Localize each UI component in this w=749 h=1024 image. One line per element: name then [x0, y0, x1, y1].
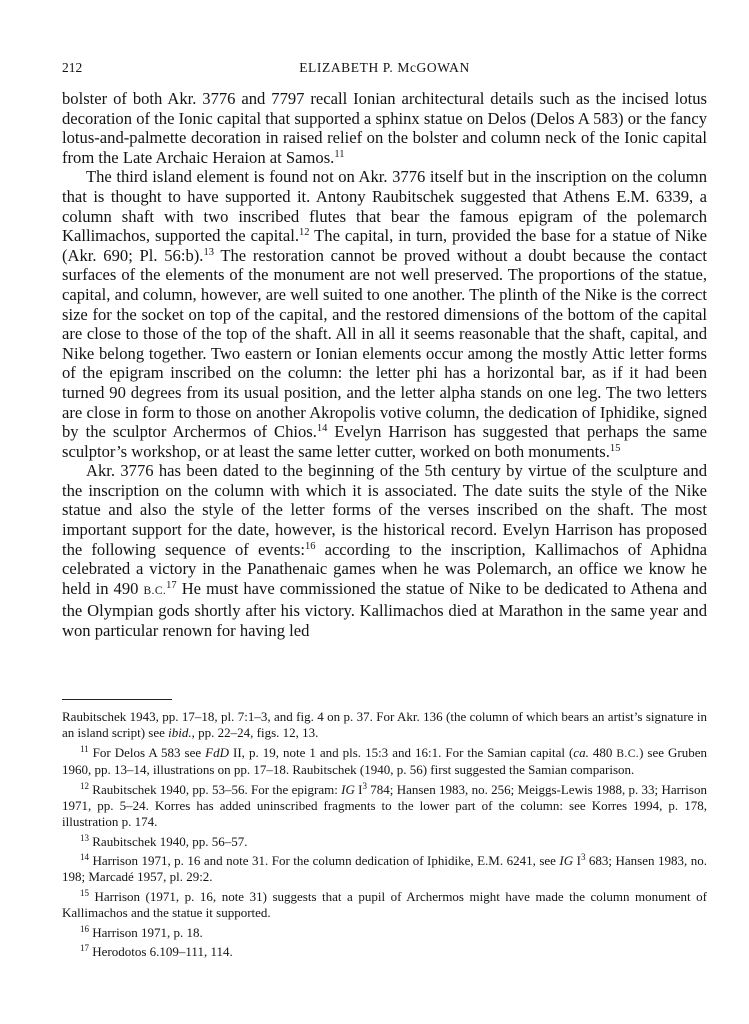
paragraph: The third island element is found not on Akr. 3776 itself but in the inscription on the column that is thought to have supported it. Antony Raubitschek suggested that Athens E.M. 6339, a column shaft with two inscribed flutes that bear the famous epigram of the polemarch Kallimachos, supported the capital.$^{12}$ The capital, in turn, provided the base for a statue of Nike (Akr. 690; Pl. 56:b).$^{13}$ The restoration cannot be proved without a doubt because the contact surfaces of the elements of the monument are not well preserved. The proportions of the statue, capital, and column, however, are well suited to one another. The plinth of the Nike is the correct size for the socket on top of the capital, and the restored dimensions of the bottom of the capital are close to those of the top of the shaft. All in all it seems reasonable that the shaft, capital, and Nike belong together. Two eastern or Ionian elements occur among the mostly Attic letter forms of the epigram inscribed on the column: the letter phi has a horizontal bar, as if it had been turned 90 degrees from its usual position, and the letter alpha stands on one leg. The two letters are close in form to those on another Akropolis votive column, the dedication of Iphidike, signed by the sculptor Archermos of Chios.$^{14}$ Evelyn Harrison has suggested that perhaps the same sculptor’s workshop, or at least the same letter cutter, worked on both monuments.$^{15}$	[62, 167, 707, 461]
footnote: $^{14}$ Harrison 1971, p. 16 and note 31. For the column dedication of Iphidike, E.M. 6241, see IG $I^3$ 683; Hansen 1983, no. 198; Marcadé 1957, pl. 29:2.	[62, 852, 707, 885]
body-text	[62, 89, 707, 641]
footnote-divider	[62, 699, 172, 700]
footnote-ref: 12	[299, 227, 310, 239]
footnote-ref: 16	[304, 540, 316, 552]
page-number: 212	[62, 60, 83, 75]
footnote: $^{15}$ Harrison (1971, p. 16, note 31) suggests that a pupil of Archermos might have made the column monument of Kallimachos and the statue it supported.	[62, 887, 707, 921]
footnote-ref: 15	[609, 442, 621, 454]
running-head: ELIZABETH P. McGOWAN	[299, 60, 470, 75]
footnote: $^{17}$ Herodotos 6.109–111, 114.	[80, 943, 233, 960]
page-header	[62, 60, 707, 80]
footnote-ref: 14	[316, 423, 328, 435]
footnote-ref: 11	[334, 148, 345, 160]
paragraph: bolster of both Akr. 3776 and 7797 recall Ionian architectural details such as the incised lotus decoration of the Ionic capital that supported a sphinx statue on Delos (Delos A 583) or the fancy lotus-and-palmette decoration in raised relief on the bolster and column neck of the Ionic capital from the Late Archaic Heraion at Samos.$^{11}$	[62, 89, 707, 167]
footnotes	[62, 709, 707, 964]
footnote: $^{16}$ Harrison 1971, p. 18.	[80, 923, 203, 940]
paragraph: Akr. 3776 has been dated to the beginning of the 5th century by virtue of the sculpture and the inscription on the column with which it is associated. The date suits the style of the Nike statue and also the style of the letter forms of the verses inscribed on the shaft. The most important support for the date, however, is the historical record. Evelyn Harrison has proposed the following sequence of events:$^{16}$ according to the inscription, Kallimachos of Aphidna celebrated a victory in the Panathenaic games when he was Polemarch, an office we know he held in 490 B.C.$^{17}$ He must have commissioned the statue of Nike to be dedicated to Athena and the Olympian gods shortly after his victory. Kallimachos died at Marathon in the same year and won particular renown for having led	[62, 461, 707, 641]
footnote: $^{11}$ For Delos A 583 see FdD II, p. 19, note 1 and pls. 15:3 and 16:1. For the Samian capital (ca. 480 B.C.) see Gruben 1960, pp. 13–14, illustrations on pp. 17–18. Raubitschek (1940, p. 56) first suggested the Samian comparison.	[62, 743, 707, 777]
footnote: $^{13}$ Raubitschek 1940, pp. 56–57.	[80, 832, 248, 849]
footnote: $^{12}$ Raubitschek 1940, pp. 53–56. For the epigram: IG $I^3$ 784; Hansen 1983, no. 256; Meiggs-Lewis 1988, p. 33; Harrison 1971, pp. 5–24. Korres has added uninscribed fragments to the lower part of the column: see Korres 1994, p. 178, illustration p. 174.	[62, 780, 707, 829]
footnote: Raubitschek 1943, pp. 17–18, pl. 7:1–3, and fig. 4 on p. 37. For Akr. 136 (the column of which bears an artist’s signature in an island script) see ibid., pp. 22–24, figs. 12, 13.	[62, 709, 707, 741]
footnote-ref: 17	[166, 579, 177, 591]
footnote-ref: 13	[203, 246, 214, 258]
